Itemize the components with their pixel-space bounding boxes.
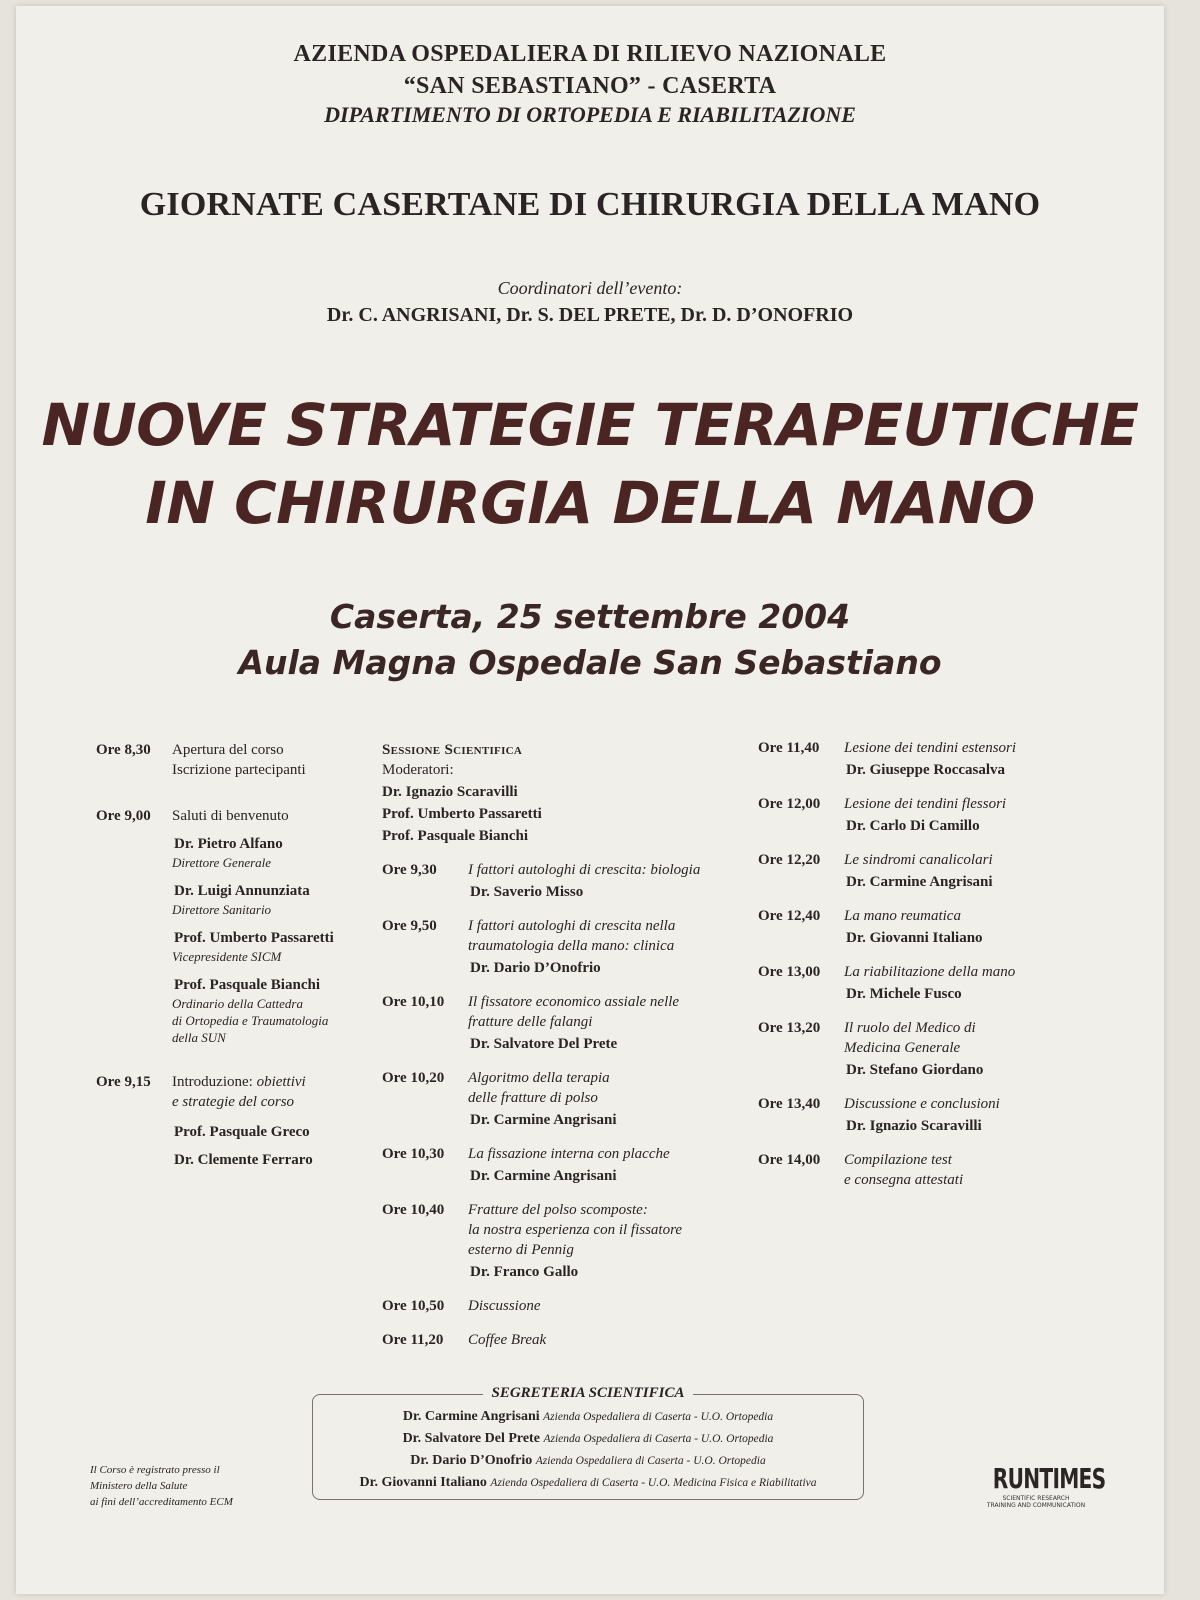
speaker-name: Dr. Salvatore Del Prete bbox=[470, 1036, 618, 1052]
col3-entries bbox=[758, 738, 1098, 1190]
entry-desc: Apertura del corso bbox=[172, 742, 284, 758]
entry-time: Ore 11,20 bbox=[382, 1332, 444, 1348]
secretariat-name: Dr. Giovanni Italiano bbox=[359, 1475, 487, 1490]
speaker-role: Vicepresidente SICM bbox=[172, 949, 282, 964]
entry-desc: traumatologia della mano: clinica bbox=[468, 938, 675, 954]
entry-desc: La fissazione interna con placche bbox=[468, 1146, 670, 1162]
speaker-role: Direttore Generale bbox=[172, 855, 272, 870]
program-entry bbox=[758, 906, 1098, 948]
note-line: Ministero della Salute bbox=[90, 1480, 188, 1492]
entry-desc: Compilazione test bbox=[844, 1152, 952, 1168]
speaker-role: di Ortopedia e Traumatologia bbox=[172, 1013, 329, 1028]
speaker-name: Dr. Giuseppe Roccasalva bbox=[846, 762, 1006, 778]
entry-desc: Medicina Generale bbox=[844, 1040, 961, 1056]
entry-desc: la nostra esperienza con il fissatore bbox=[468, 1222, 683, 1238]
entry-time: Ore 10,10 bbox=[382, 994, 445, 1010]
program-entry bbox=[382, 1068, 762, 1130]
entry-time: Ore 9,00 bbox=[96, 808, 151, 824]
organization-header bbox=[16, 38, 1164, 102]
secretariat-row bbox=[313, 1475, 863, 1491]
entry-desc: La mano reumatica bbox=[844, 908, 961, 924]
secretariat-row bbox=[313, 1453, 863, 1469]
entry-desc: Fratture del polso scomposte: bbox=[468, 1202, 648, 1218]
program-entry bbox=[382, 1200, 762, 1282]
speaker-name: Dr. Carmine Angrisani bbox=[846, 874, 993, 890]
speaker-name: Prof. Pasquale Greco bbox=[174, 1124, 310, 1140]
speaker-name: Dr. Carmine Angrisani bbox=[470, 1112, 617, 1128]
secretariat-row bbox=[313, 1431, 863, 1447]
program-entry bbox=[96, 740, 396, 780]
speaker-name: Dr. Franco Gallo bbox=[470, 1264, 579, 1280]
speaker-name: Dr. Carlo Di Camillo bbox=[846, 818, 980, 834]
entry-time: Ore 13,20 bbox=[758, 1020, 821, 1036]
secretariat-row bbox=[313, 1409, 863, 1425]
moderators-label: Moderatori: bbox=[382, 762, 454, 778]
entry-desc: Il ruolo del Medico di bbox=[844, 1020, 976, 1036]
speaker-role: Ordinario della Cattedra bbox=[172, 996, 303, 1011]
program-entry bbox=[758, 1094, 1098, 1136]
program-entry bbox=[382, 1144, 762, 1186]
program-entry bbox=[382, 1296, 762, 1316]
speaker-name: Dr. Giovanni Italiano bbox=[846, 930, 983, 946]
entry-time: Ore 14,00 bbox=[758, 1152, 821, 1168]
entry-time: Ore 10,30 bbox=[382, 1146, 445, 1162]
program-entry bbox=[96, 806, 396, 1046]
entry-desc-prefix: Introduzione: bbox=[172, 1074, 257, 1090]
secretariat-box bbox=[312, 1385, 864, 1500]
speaker-role: della SUN bbox=[172, 1030, 226, 1045]
entry-time: Ore 12,20 bbox=[758, 852, 821, 868]
entry-time: Ore 13,00 bbox=[758, 964, 821, 980]
program-column-1 bbox=[96, 740, 396, 1170]
moderator: Prof. Pasquale Bianchi bbox=[382, 828, 528, 844]
program-entry bbox=[382, 860, 762, 902]
runtimes-logo bbox=[976, 1462, 1106, 1509]
entry-time: Ore 10,40 bbox=[382, 1202, 445, 1218]
entry-desc: delle fratture di polso bbox=[468, 1090, 598, 1106]
secretariat-name: Dr. Carmine Angrisani bbox=[402, 1409, 540, 1424]
speaker-name: Dr. Pietro Alfano bbox=[174, 836, 283, 852]
program-entry bbox=[758, 794, 1098, 836]
poster bbox=[16, 6, 1164, 1594]
event-place: Aula Magna Ospedale San Sebastiano bbox=[238, 643, 942, 682]
entry-desc: obiettivi bbox=[256, 1074, 306, 1090]
speaker-name: Dr. Clemente Ferraro bbox=[174, 1152, 313, 1168]
secretariat-affiliation: Azienda Ospedaliera di Caserta - U.O. Ortopedia bbox=[543, 1411, 774, 1423]
secretariat-name: Dr. Salvatore Del Prete bbox=[402, 1431, 540, 1446]
note-line: Il Corso è registrato presso il bbox=[90, 1464, 220, 1476]
org-line-2: “SAN SEBASTIANO” - CASERTA bbox=[403, 73, 777, 99]
program-entry bbox=[382, 916, 762, 978]
entry-desc: Lesione dei tendini flessori bbox=[844, 796, 1007, 812]
speaker-name: Dr. Carmine Angrisani bbox=[470, 1168, 617, 1184]
entry-desc: Lesione dei tendini estensori bbox=[844, 740, 1017, 756]
moderator: Prof. Umberto Passaretti bbox=[382, 806, 542, 822]
entry-time: Ore 9,15 bbox=[96, 1074, 151, 1090]
entry-time: Ore 12,00 bbox=[758, 796, 821, 812]
entry-desc: I fattori autologhi di crescita: biologia bbox=[468, 862, 701, 878]
main-title bbox=[16, 386, 1164, 542]
entry-desc: fratture delle falangi bbox=[468, 1014, 593, 1030]
event-series: GIORNATE CASERTANE DI CHIRURGIA DELLA MANO bbox=[139, 186, 1041, 223]
speaker-name: Prof. Pasquale Bianchi bbox=[174, 977, 320, 993]
logo-sub-2: TRAINING AND COMMUNICATION bbox=[986, 1502, 1086, 1509]
program-entry bbox=[758, 850, 1098, 892]
speaker-name: Dr. Ignazio Scaravilli bbox=[846, 1118, 982, 1134]
program-entry bbox=[382, 992, 762, 1054]
entry-time: Ore 12,40 bbox=[758, 908, 821, 924]
entry-time: Ore 13,40 bbox=[758, 1096, 821, 1112]
speaker-name: Dr. Michele Fusco bbox=[846, 986, 962, 1002]
speaker-name: Prof. Umberto Passaretti bbox=[174, 930, 334, 946]
speaker-role: Direttore Sanitario bbox=[172, 902, 272, 917]
speaker-name: Dr. Dario D’Onofrio bbox=[470, 960, 601, 976]
entry-time: Ore 11,40 bbox=[758, 740, 820, 756]
entry-desc: Discussione bbox=[468, 1298, 541, 1314]
program-entry bbox=[382, 1330, 762, 1350]
moderator: Dr. Ignazio Scaravilli bbox=[382, 784, 518, 800]
accreditation-note bbox=[90, 1462, 260, 1510]
program-column-2 bbox=[382, 740, 762, 1350]
entry-desc: I fattori autologhi di crescita nella bbox=[468, 918, 676, 934]
entry-desc: Iscrizione partecipanti bbox=[172, 762, 306, 778]
entry-desc: Coffee Break bbox=[468, 1332, 547, 1348]
entry-desc: esterno di Pennig bbox=[468, 1242, 574, 1258]
entry-time: Ore 9,50 bbox=[382, 918, 437, 934]
entry-desc: Le sindromi canalicolari bbox=[844, 852, 993, 868]
entry-time: Ore 10,50 bbox=[382, 1298, 445, 1314]
title-line-1: NUOVE STRATEGIE TERAPEUTICHE bbox=[41, 391, 1139, 459]
logo-name: RUNTIMES bbox=[992, 1462, 1106, 1495]
entry-desc: Il fissatore economico assiale nelle bbox=[468, 994, 680, 1010]
department: DIPARTIMENTO DI ORTOPEDIA E RIABILITAZIONE bbox=[324, 102, 856, 127]
title-line-2: IN CHIRURGIA DELLA MANO bbox=[145, 469, 1035, 537]
coordinators: Dr. C. ANGRISANI, Dr. S. DEL PRETE, Dr. D. D’ONOFRIO bbox=[326, 304, 854, 326]
col2-entries bbox=[382, 860, 762, 1350]
entry-time: Ore 9,30 bbox=[382, 862, 437, 878]
note-line: ai fini dell’accreditamento ECM bbox=[90, 1496, 233, 1508]
session-label: Sessione Scientifica bbox=[382, 742, 523, 758]
speaker-name: Dr. Luigi Annunziata bbox=[174, 883, 310, 899]
logo-sub-1: SCIENTIFIC RESEARCH bbox=[1002, 1495, 1070, 1502]
secretariat-title: SEGRETERIA SCIENTIFICA bbox=[483, 1385, 692, 1401]
entry-time: Ore 10,20 bbox=[382, 1070, 445, 1086]
secretariat-affiliation: Azienda Ospedaliera di Caserta - U.O. Ortopedia bbox=[543, 1433, 774, 1445]
speaker-name: Dr. Stefano Giordano bbox=[846, 1062, 984, 1078]
org-line-1: AZIENDA OSPEDALIERA DI RILIEVO NAZIONALE bbox=[293, 41, 887, 67]
program-entry bbox=[758, 1150, 1098, 1190]
entry-desc: Discussione e conclusioni bbox=[844, 1096, 1000, 1112]
entry-desc: La riabilitazione della mano bbox=[844, 964, 1016, 980]
entry-desc: Saluti di benvenuto bbox=[172, 808, 289, 824]
entry-desc: e strategie del corso bbox=[172, 1094, 295, 1110]
program-entry bbox=[758, 962, 1098, 1004]
speaker-name: Dr. Saverio Misso bbox=[470, 884, 584, 900]
event-date: Caserta, 25 settembre 2004 bbox=[329, 597, 851, 636]
entry-time: Ore 8,30 bbox=[96, 742, 151, 758]
program-column-3 bbox=[758, 738, 1098, 1190]
secretariat-name: Dr. Dario D’Onofrio bbox=[410, 1453, 533, 1468]
secretariat-affiliation: Azienda Ospedaliera di Caserta - U.O. Ortopedia bbox=[535, 1455, 766, 1467]
program-entry bbox=[758, 738, 1098, 780]
coordinators-label: Coordinatori dell’evento: bbox=[497, 278, 683, 298]
entry-desc: e consegna attestati bbox=[844, 1172, 964, 1188]
secretariat-affiliation: Azienda Ospedaliera di Caserta - U.O. Medicina Fisica e Riabilitativa bbox=[490, 1477, 817, 1489]
entry-desc: Algoritmo della terapia bbox=[468, 1070, 610, 1086]
program-entry bbox=[96, 1072, 396, 1170]
venue bbox=[16, 594, 1164, 686]
program-entry bbox=[758, 1018, 1098, 1080]
